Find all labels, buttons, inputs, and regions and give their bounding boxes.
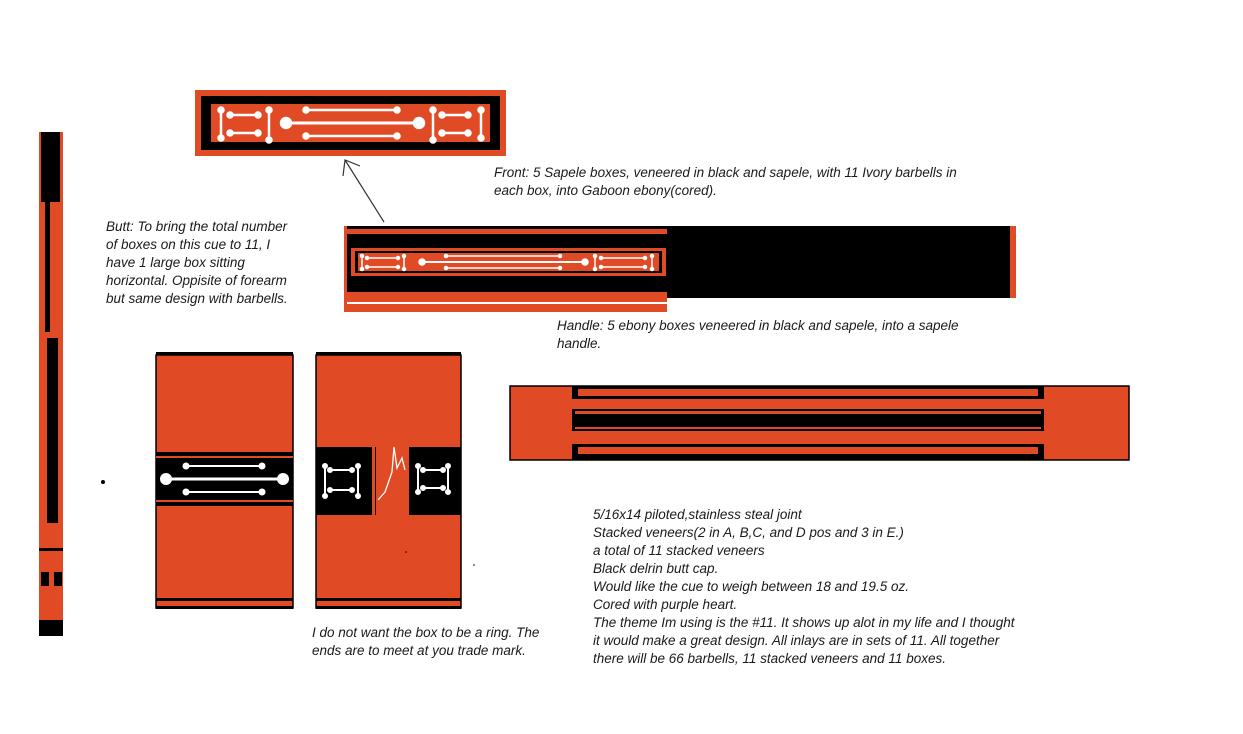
butt-sleeve-split-view	[316, 352, 461, 609]
note-handle: Handle: 5 ebony boxes veneered in black and sapele, into a sapele handle.	[557, 318, 959, 351]
note-ring: I do not want the box to be a ring. The ends are to meet at you trade mark.	[312, 625, 540, 658]
note-butt: Butt: To bring the total number of boxes on this cue to 11, I have 1 large box sitting horizontal. Oppisite of forearm but same design with barbells.	[106, 219, 288, 306]
pointer-arrow	[343, 160, 384, 222]
front-box-zoom	[195, 90, 506, 156]
butt-sleeve-view	[156, 352, 293, 609]
handle-section	[510, 386, 1129, 460]
note-specs: 5/16x14 piloted,stainless steal joint Stacked veneers(2 in A, B,C, and D pos and 3 in E.) a total of 11 stacked veneers Black delrin butt cap. Would like the cue to weigh between 18 and 19.5 oz. Cored with purple heart. The theme Im using is the #11. It shows up alot in my life and I thought it would make a great design. All inlays are in sets of 11. All together there will be 66 barbells, 11 stacked veneers and 11 boxes.	[593, 507, 1015, 666]
note-front: Front: 5 Sapele boxes, veneered in black and sapele, with 11 Ivory barbells in each box, into Gaboon ebony(cored).	[494, 165, 957, 198]
forearm-section	[344, 226, 1016, 312]
full-cue-view	[39, 132, 63, 636]
